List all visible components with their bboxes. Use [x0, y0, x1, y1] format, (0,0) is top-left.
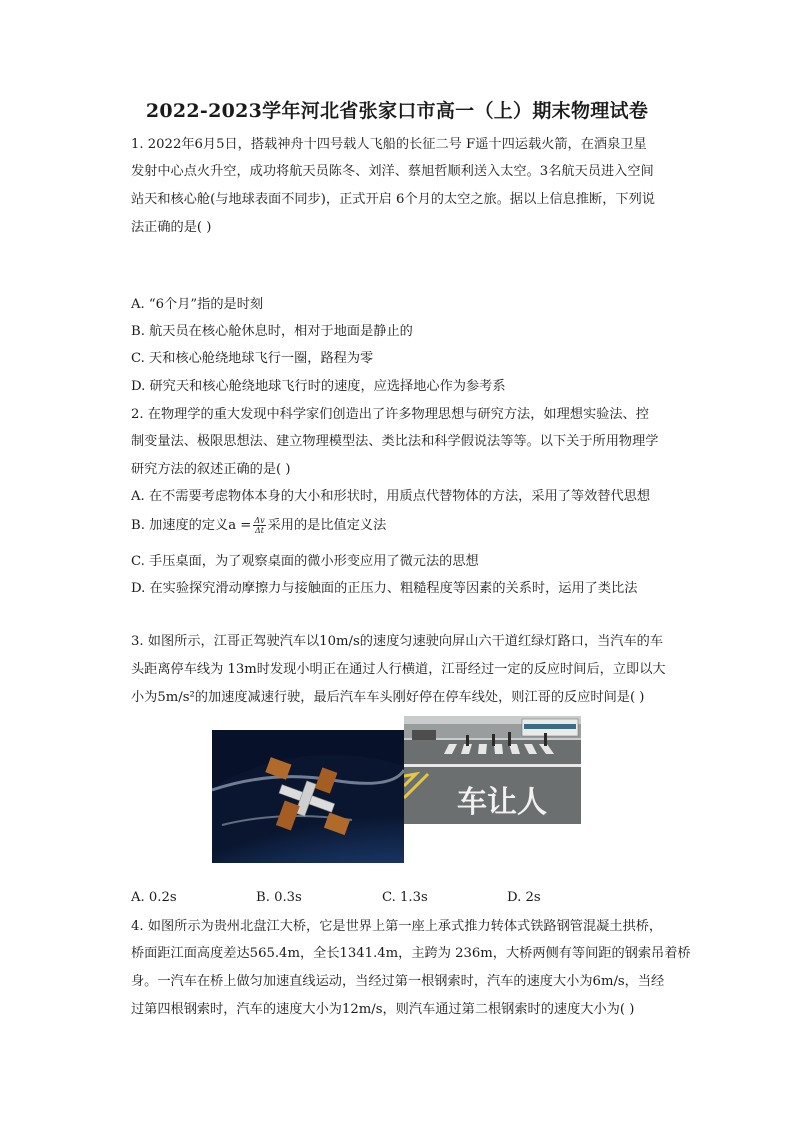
q1-option-c: C. 天和核心舱绕地球飞行一圈，路程为零: [131, 351, 374, 366]
q4-line-2: 桥面距江面高度差达565.4m，全长1341.4m，主跨为 236m，大桥两侧有等间距的钢索吊着桥: [131, 946, 691, 961]
q3-line-2: 头距离停车线为 13m时发现小明正在通过人行横道，江哥经过一定的反应时间后，立即以大: [131, 662, 666, 677]
q1-line-3: 站天和核心舱(与地球表面不同步)，正式开启 6个月的太空之旅。据以上信息推断，下列说: [131, 192, 655, 207]
space-station-illustration: [212, 730, 404, 863]
q2-line-2: 制变量法、极限思想法、建立物理模型法、类比法和科学假说法等等。以下关于所用物理学: [131, 434, 659, 449]
q2-option-b-prefix: B. 加速度的定义a =: [131, 518, 252, 533]
page-title: 2022-2023学年河北省张家口市高一（上）期末物理试卷: [145, 100, 649, 122]
q4-line-1: 4. 如图所示为贵州北盘江大桥，它是世界上第一座上承式推力转体式铁路钢管混凝土拱桥，: [131, 919, 663, 934]
q1-option-d: D. 研究天和核心舱绕地球飞行时的速度，应选择地心作为参考系: [131, 379, 506, 394]
q4-line-3: 身。一汽车在桥上做匀加速直线运动，当经过第一根钢索时，汽车的速度大小为6m/s，当经: [131, 974, 665, 989]
q1-option-b: B. 航天员在核心舱休息时，相对于地面是静止的: [131, 324, 413, 339]
q3-option-d: D. 2s: [507, 890, 541, 905]
q1-option-a: A. “6个月”指的是时刻: [131, 297, 264, 312]
acceleration-fraction: [253, 516, 265, 535]
crosswalk-image: [404, 716, 581, 824]
fraction-numerator: Δv: [254, 516, 265, 525]
crosswalk-illustration: [404, 716, 581, 824]
q3-option-b: B. 0.3s: [256, 890, 302, 905]
q4-line-4: 过第四根钢索时，汽车的速度大小为12m/s，则汽车通过第二根钢索时的速度大小为( ): [131, 1002, 635, 1017]
q2-line-3: 研究方法的叙述正确的是( ): [131, 462, 291, 477]
fraction-denominator: Δt: [254, 526, 264, 535]
q2-line-1: 2. 在物理学的重大发现中科学家们创造出了许多物理思想与研究方法，如理想实验法、控: [131, 407, 649, 422]
q1-line-2: 发射中心点火升空，成功将航天员陈冬、刘洋、蔡旭哲顺利送入太空。3名航天员进入空间: [131, 164, 654, 179]
q3-option-c: C. 1.3s: [382, 890, 428, 905]
q2-option-c: C. 手压桌面，为了观察桌面的微小形变应用了微元法的思想: [131, 554, 479, 569]
q2-option-a: A. 在不需要考虑物体本身的大小和形状时，用质点代替物体的方法，采用了等效替代思想: [131, 489, 651, 504]
q1-line-1: 1. 2022年6月5日，搭载神舟十四号载人飞船的长征二号 F遥十四运载火箭，在酒泉卫星: [131, 137, 647, 152]
q3-line-1: 3. 如图所示，江哥正驾驶汽车以10m/s的速度匀速驶向屏山六干道红绿灯路口，当汽车的车: [131, 634, 664, 649]
q2-option-b-suffix: 采用的是比值定义法: [267, 518, 387, 533]
q2-option-b: [131, 516, 386, 535]
q3-option-a: A. 0.2s: [131, 890, 177, 905]
q1-line-4: 法正确的是( ): [131, 220, 212, 235]
q3-line-3: 小为5m/s²的加速度减速行驶，最后汽车车头刚好停在停车线处，则江哥的反应时间是( ): [131, 690, 645, 705]
road-marking-text: 车让人: [457, 785, 547, 820]
q2-option-d: D. 在实验探究滑动摩擦力与接触面的正压力、粗糙程度等因素的关系时，运用了类比法: [131, 581, 638, 596]
space-station-image: [212, 730, 404, 863]
